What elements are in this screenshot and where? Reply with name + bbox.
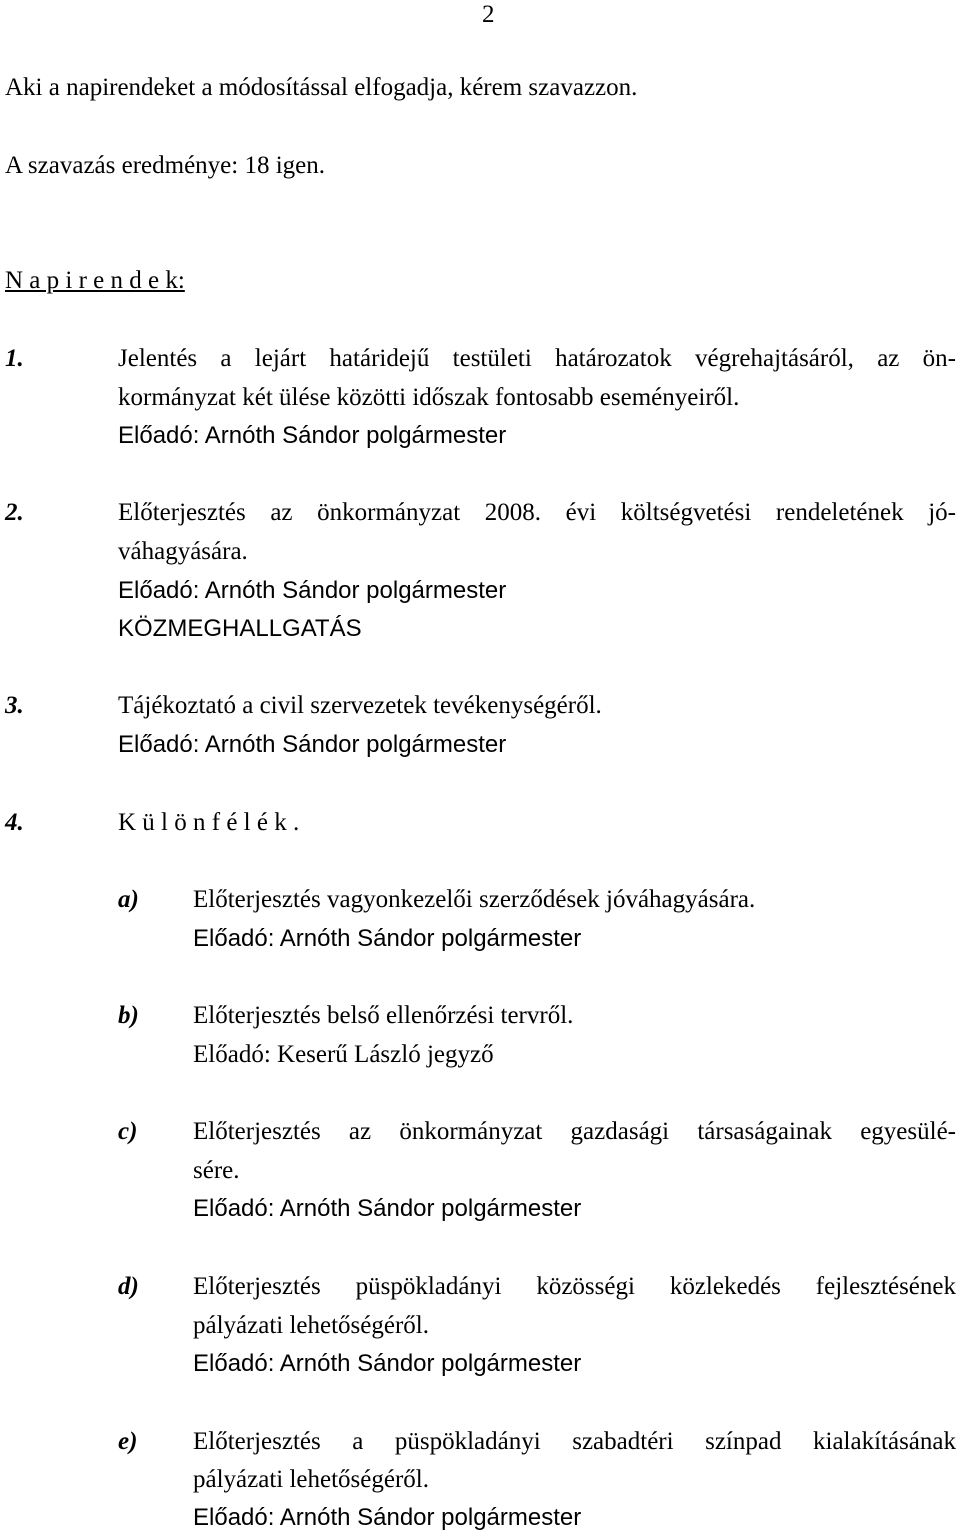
item-title-line: K ü l ö n f é l é k . — [118, 809, 300, 836]
subitem-title-line: pályázati lehetőségéről. — [193, 1312, 429, 1339]
item-number: 3. — [5, 692, 24, 719]
agenda-heading: N a p i r e n d e k: — [5, 267, 185, 294]
subitem-presenter: Előadó: Keserű László jegyző — [193, 1041, 494, 1068]
item-title-line: Tájékoztató a civil szervezetek tevékenységéről. — [118, 692, 602, 719]
subitem-title-line: Előterjesztés a püspökladányi szabadtéri színpad kialakításának — [193, 1428, 956, 1455]
subitem-title-line: pályázati lehetőségéről. — [193, 1466, 429, 1493]
item-title-line: kormányzat két ülése közötti időszak fontosabb eseményeiről. — [118, 384, 740, 411]
subitem-letter: c) — [118, 1118, 138, 1145]
subitem-title-line: Előterjesztés belső ellenőrzési tervről. — [193, 1002, 574, 1029]
item-presenter: Előadó: Arnóth Sándor polgármester — [118, 422, 507, 449]
subitem-presenter: Előadó: Arnóth Sándor polgármester — [193, 1504, 582, 1531]
page-number: 2 — [482, 1, 495, 28]
subitem-presenter: Előadó: Arnóth Sándor polgármester — [193, 1350, 582, 1377]
item-presenter: Előadó: Arnóth Sándor polgármester — [118, 577, 507, 604]
subitem-title-line: Előterjesztés vagyonkezelői szerződések jóváhagyására. — [193, 886, 756, 913]
item-number: 4. — [5, 809, 24, 836]
vote-call-text: Aki a napirendeket a módosítással elfogadja, kérem szavazzon. — [5, 74, 638, 101]
item-title-line: Előterjesztés az önkormányzat 2008. évi költségvetési rendeletének jó- — [118, 499, 956, 526]
subitem-letter: b) — [118, 1002, 139, 1029]
item-title-line: Jelentés a lejárt határidejű testületi határozatok végrehajtásáról, az ön- — [118, 345, 956, 372]
subitem-letter: a) — [118, 886, 139, 913]
vote-result-text: A szavazás eredménye: 18 igen. — [5, 152, 326, 179]
subitem-letter: e) — [118, 1428, 138, 1455]
subitem-title-line: Előterjesztés püspökladányi közösségi közlekedés fejlesztésének — [193, 1273, 956, 1300]
item-title-line: váhagyására. — [118, 538, 248, 565]
item-note: KÖZMEGHALLGATÁS — [118, 615, 362, 642]
subitem-letter: d) — [118, 1273, 139, 1300]
item-presenter: Előadó: Arnóth Sándor polgármester — [118, 731, 507, 758]
item-number: 1. — [5, 345, 24, 372]
subitem-title-line: sére. — [193, 1157, 240, 1184]
subitem-title-line: Előterjesztés az önkormányzat gazdasági társaságainak egyesülé- — [193, 1118, 956, 1145]
item-number: 2. — [5, 499, 24, 526]
subitem-presenter: Előadó: Arnóth Sándor polgármester — [193, 925, 582, 952]
subitem-presenter: Előadó: Arnóth Sándor polgármester — [193, 1195, 582, 1222]
